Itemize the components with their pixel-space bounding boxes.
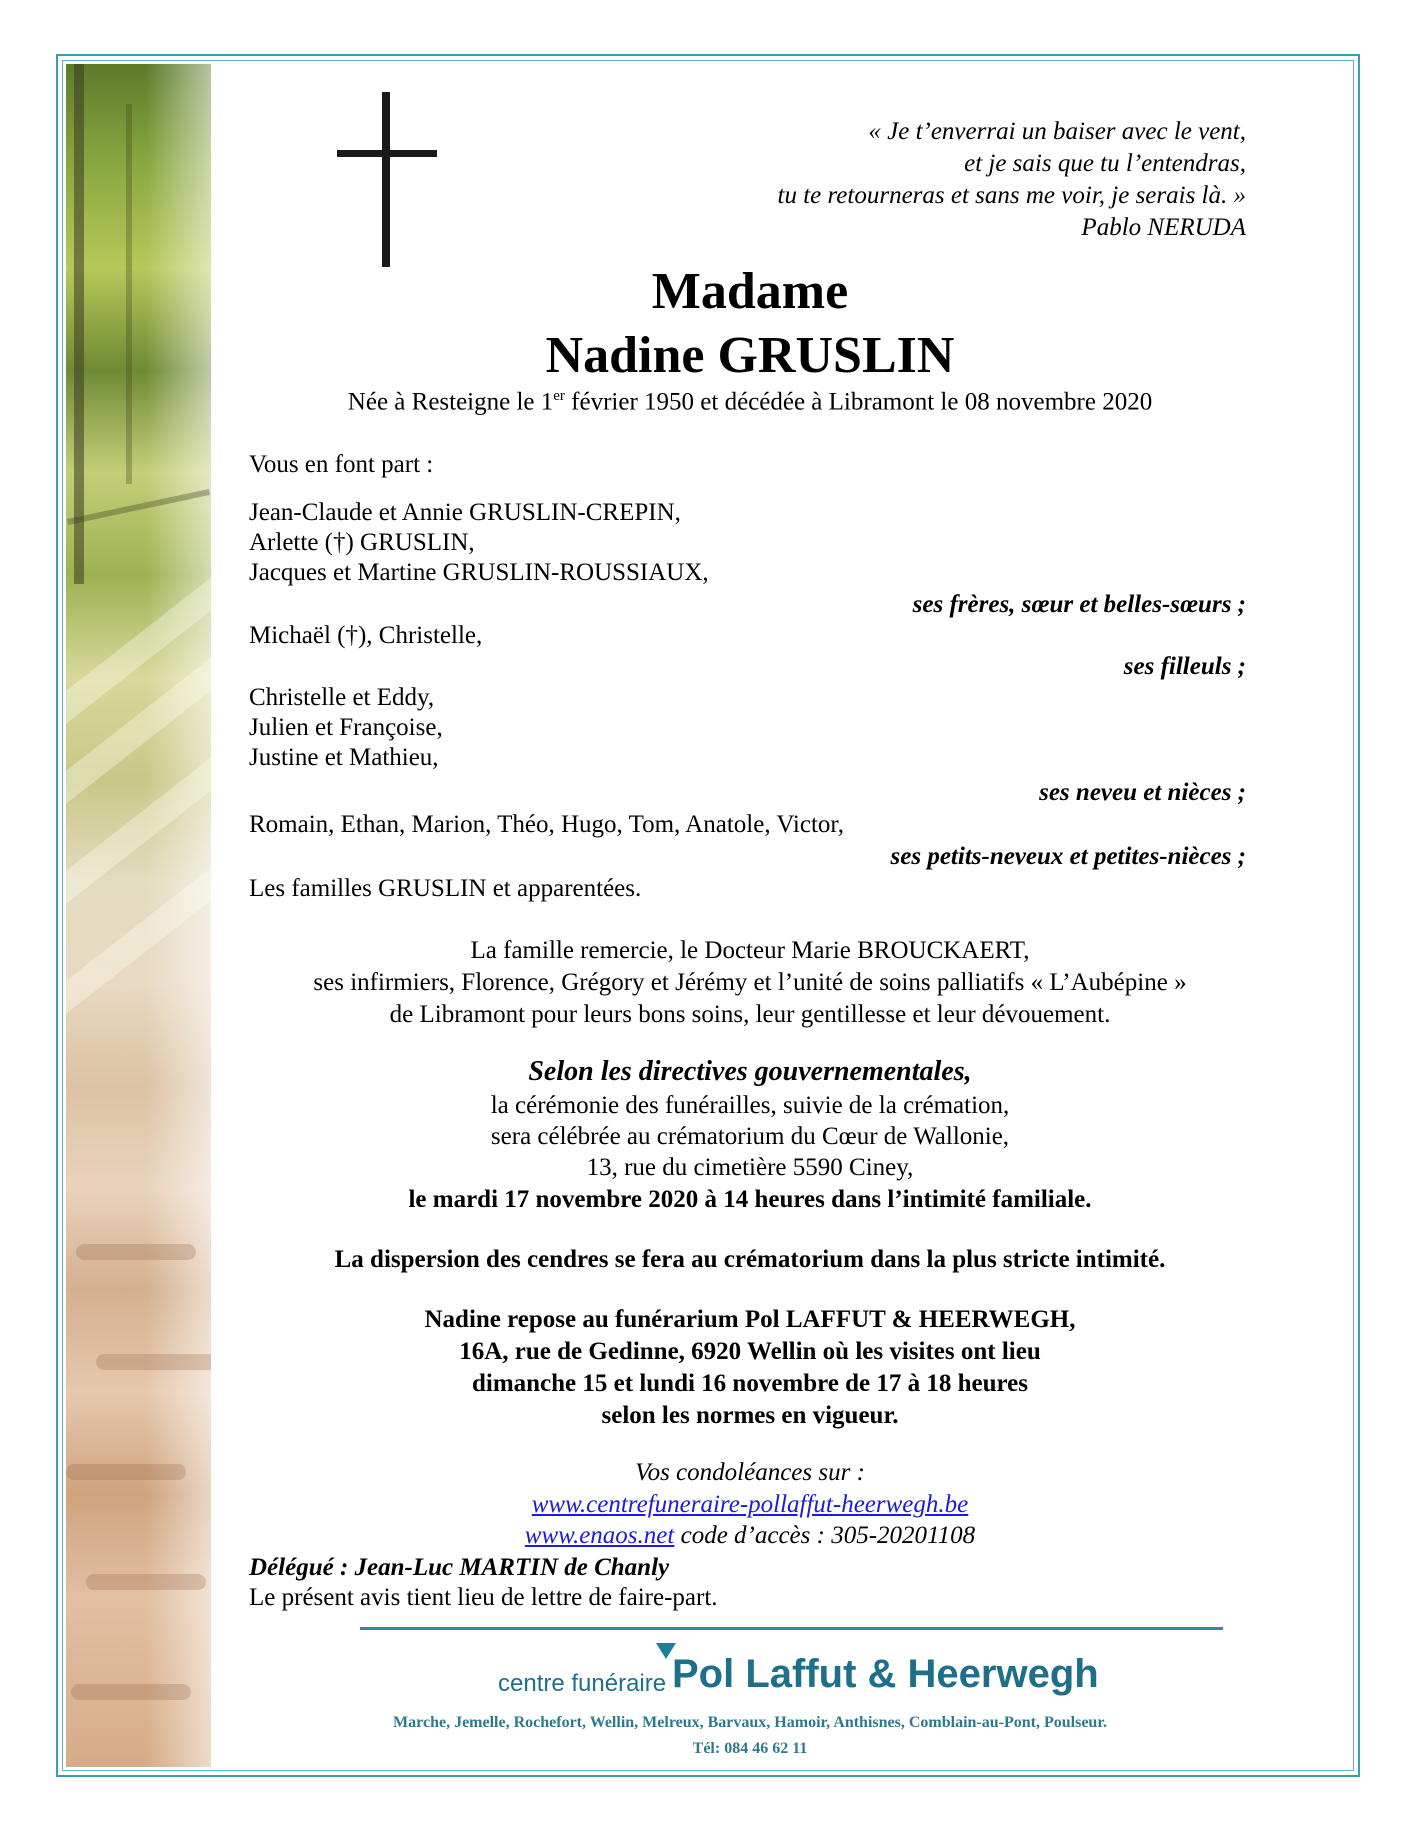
- nephew-line: Julien et Françoise,: [249, 714, 443, 741]
- thanks-line: ses infirmiers, Florence, Grégory et Jérémy et l’unité de soins palliatifs « L’Aubépine »: [313, 969, 1187, 996]
- notice-text: Le présent avis tient lieu de lettre de faire-part.: [249, 1584, 718, 1611]
- logo-subtitle: centre funéraire: [498, 1670, 667, 1697]
- role-grand-nephews: ses petits-neveux et petites-nièces ;: [890, 843, 1246, 870]
- forest-path-photo: [66, 64, 211, 1767]
- nephew-line: Justine et Mathieu,: [249, 744, 439, 771]
- deceased-name: Nadine GRUSLIN: [545, 327, 955, 384]
- quote-line: « Je t’enverrai un baiser avec le vent,: [868, 118, 1246, 145]
- footer-divider: [360, 1627, 1223, 1630]
- role-godchildren: ses filleuls ;: [1123, 653, 1246, 680]
- enaos-row: [250, 1521, 1250, 1551]
- role-nephews: ses neveu et nièces ;: [1039, 779, 1246, 806]
- delegate: Délégué : Jean-Luc MARTIN de Chanly: [249, 1554, 670, 1581]
- ordinal-suffix: er: [553, 388, 565, 404]
- ceremony-date: le mardi 17 novembre 2020 à 14 heures dans l’intimité familiale.: [408, 1186, 1092, 1213]
- ceremony-line: 13, rue du cimetière 5590 Ciney,: [586, 1154, 914, 1181]
- sibling-line: Arlette (†) GRUSLIN,: [249, 529, 475, 556]
- quote-line: et je sais que tu l’entendras,: [964, 150, 1246, 177]
- ceremony-line: la cérémonie des funérailles, suivie de la crémation,: [490, 1092, 1010, 1119]
- visit-line: dimanche 15 et lundi 16 novembre de 17 à 18 heures: [471, 1370, 1029, 1397]
- sibling-line: Jean-Claude et Annie GRUSLIN-CREPIN,: [249, 499, 681, 526]
- nephew-line: Christelle et Eddy,: [249, 684, 435, 711]
- branch-towns: Marche, Jemelle, Rochefort, Wellin, Melreux, Barvaux, Hamoir, Anthisnes, Comblain-au-Pont, Poulseur.: [393, 1714, 1107, 1731]
- poem-quote: [686, 116, 1246, 244]
- birth-death-dates: [250, 388, 1250, 416]
- death-text: février 1950 et décédée à Libramont le 08 novembre 2020: [564, 388, 1153, 416]
- thanks-line: de Libramont pour leurs bons soins, leur gentillesse et leur dévouement.: [389, 1001, 1111, 1028]
- birth-text: Née à Resteigne le 1: [347, 388, 554, 416]
- quote-author: Pablo NERUDA: [1081, 214, 1246, 241]
- ashes-dispersal: La dispersion des cendres se fera au crématorium dans la plus stricte intimité.: [334, 1246, 1166, 1273]
- enaos-link[interactable]: www.enaos.net: [524, 1522, 675, 1549]
- sibling-line: Jacques et Martine GRUSLIN-ROUSSIAUX,: [249, 559, 709, 586]
- funeral-home-link[interactable]: www.centrefuneraire-pollaffut-heerwegh.be: [531, 1491, 969, 1518]
- ceremony-heading: Selon les directives gouvernementales,: [528, 1056, 972, 1087]
- visit-line: Nadine repose au funérarium Pol LAFFUT & HEERWEGH,: [424, 1306, 1076, 1333]
- condolences-label: Vos condoléances sur :: [635, 1459, 865, 1486]
- cross-icon: [337, 92, 437, 267]
- logo-name: Pol Laffut & Heerwegh: [672, 1652, 1099, 1696]
- role-siblings: ses frères, sœur et belles-sœurs ;: [912, 591, 1246, 618]
- visit-line: selon les normes en vigueur.: [601, 1402, 899, 1429]
- thanks-line: La famille remercie, le Docteur Marie BROUCKAERT,: [470, 937, 1030, 964]
- godchildren-line: Michaël (†), Christelle,: [249, 622, 483, 649]
- ceremony-line: sera célébrée au crématorium du Cœur de Wallonie,: [490, 1123, 1010, 1150]
- grand-nephews-line: Romain, Ethan, Marion, Théo, Hugo, Tom, Anatole, Victor,: [249, 811, 844, 838]
- phone-number: Tél: 084 46 62 11: [692, 1740, 808, 1757]
- intro-text: Vous en font part :: [249, 451, 434, 478]
- access-code: code d’accès : 305-20201108: [674, 1522, 976, 1549]
- condolences-link-row: [250, 1490, 1250, 1520]
- families-line: Les familles GRUSLIN et apparentées.: [249, 875, 642, 902]
- quote-line: tu te retourneras et sans me voir, je serais là. »: [777, 182, 1246, 209]
- title-honorific: Madame: [651, 263, 849, 320]
- visit-line: 16A, rue de Gedinne, 6920 Wellin où les visites ont lieu: [459, 1338, 1041, 1365]
